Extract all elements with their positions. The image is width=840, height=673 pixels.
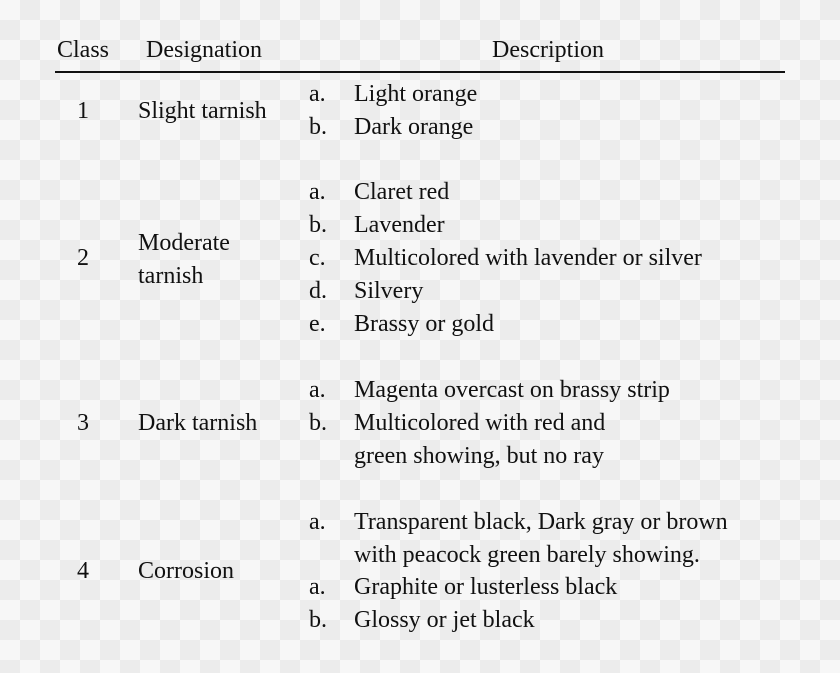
item-description: Lavender — [354, 212, 445, 238]
item-letter: a. — [309, 377, 326, 403]
item-letter: e. — [309, 311, 326, 337]
item-description: Claret red — [354, 179, 450, 205]
designation-label: Moderate — [138, 230, 230, 256]
item-description: with peacock green barely showing. — [354, 542, 700, 568]
item-letter: a. — [309, 574, 326, 600]
item-description: Dark orange — [354, 114, 474, 140]
designation-label: tarnish — [138, 263, 204, 289]
header-designation: Designation — [146, 37, 262, 63]
item-description: Silvery — [354, 278, 424, 304]
header-description: Description — [492, 37, 604, 63]
item-description: Graphite or lusterless black — [354, 574, 618, 600]
class-number: 3 — [77, 410, 89, 436]
item-letter: b. — [309, 607, 327, 633]
item-description: Magenta overcast on brassy strip — [354, 377, 670, 403]
designation-label: Slight tarnish — [138, 98, 267, 124]
class-number: 1 — [77, 98, 89, 124]
item-letter: a. — [309, 179, 326, 205]
item-description: Multicolored with lavender or silver — [354, 245, 702, 271]
item-letter: b. — [309, 212, 327, 238]
header-class: Class — [56, 37, 110, 63]
item-letter: c. — [309, 245, 326, 271]
item-letter: b. — [309, 410, 327, 436]
item-description: Glossy or jet black — [354, 607, 535, 633]
header-rule — [55, 71, 785, 73]
designation-label: Dark tarnish — [138, 410, 258, 436]
item-description: Multicolored with red and — [354, 410, 606, 436]
item-description: Transparent black, Dark gray or brown — [354, 509, 728, 535]
item-description: Brassy or gold — [354, 311, 494, 337]
item-description: green showing, but no ray — [354, 443, 604, 469]
item-description: Light orange — [354, 81, 478, 107]
item-letter: d. — [309, 278, 327, 304]
class-number: 2 — [77, 245, 89, 271]
item-letter: a. — [309, 509, 326, 535]
item-letter: b. — [309, 114, 327, 140]
designation-label: Corrosion — [138, 558, 234, 584]
item-letter: a. — [309, 81, 326, 107]
class-number: 4 — [77, 558, 89, 584]
